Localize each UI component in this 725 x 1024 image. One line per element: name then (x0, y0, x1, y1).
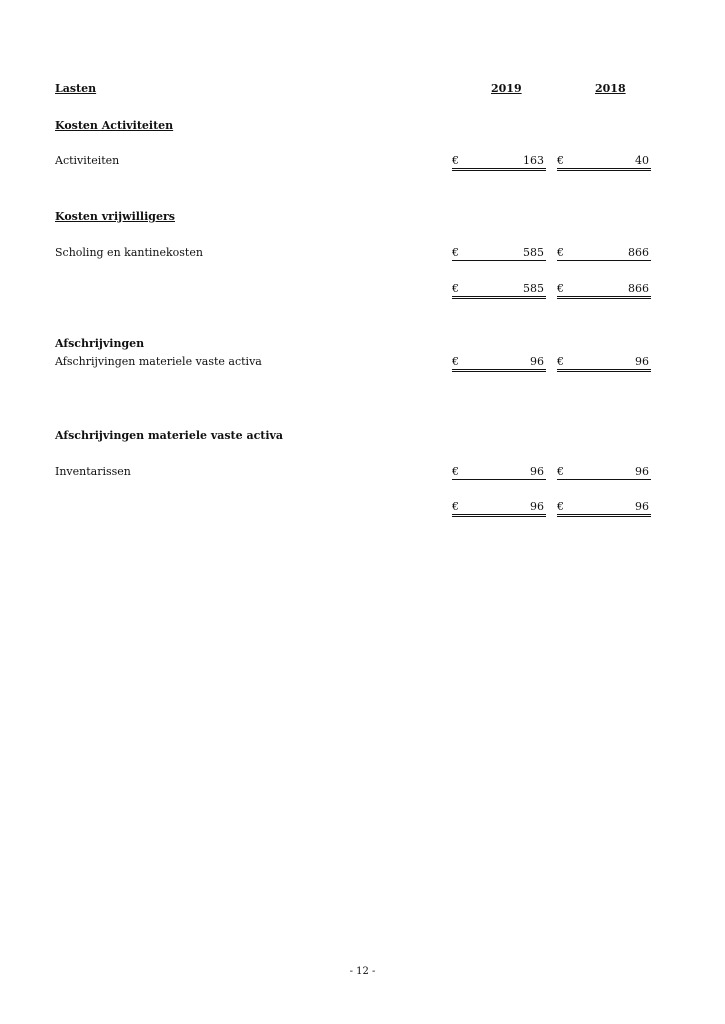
amount-value: 40 (635, 154, 649, 167)
currency-symbol: € (452, 282, 459, 295)
amount-value: 163 (523, 154, 544, 167)
amount-activiteiten-2019 (452, 154, 546, 171)
amount-inventarissen-2018 (557, 465, 651, 480)
page-title: Lasten (55, 82, 97, 95)
section-heading-kosten-vrijwilligers: Kosten vrijwilligers (55, 210, 175, 223)
amount-afschrijvingen-2019 (452, 355, 546, 372)
amount-value: 96 (530, 465, 544, 478)
amount-afschrijvingen-2018 (557, 355, 651, 372)
amount-value: 96 (530, 355, 544, 368)
section-heading-afschrijvingen-mva: Afschrijvingen materiele vaste activa (55, 429, 284, 442)
amount-value: 96 (530, 500, 544, 513)
amount-value: 585 (523, 246, 544, 259)
amount-value: 96 (635, 465, 649, 478)
row-label-activiteiten: Activiteiten (55, 154, 120, 167)
page-number: - 12 - (349, 966, 376, 977)
section-heading-kosten-activiteiten: Kosten Activiteiten (55, 119, 174, 132)
currency-symbol: € (557, 355, 564, 368)
currency-symbol: € (557, 465, 564, 478)
row-label-scholing: Scholing en kantinekosten (55, 246, 203, 259)
currency-symbol: € (557, 500, 564, 513)
amount-inventarissen-2019 (452, 465, 546, 480)
row-label-afschrijvingen-mva: Afschrijvingen materiele vaste activa (55, 355, 262, 368)
currency-symbol: € (452, 154, 459, 167)
amount-value: 866 (628, 246, 649, 259)
currency-symbol: € (557, 154, 564, 167)
total-vrijwilligers-2019 (452, 282, 546, 299)
section-heading-afschrijvingen: Afschrijvingen (55, 337, 145, 350)
amount-value: 866 (628, 282, 649, 295)
amount-value: 96 (635, 500, 649, 513)
total-afschrijvingen-mva-2019 (452, 500, 546, 517)
amount-value: 585 (523, 282, 544, 295)
column-header-2018: 2018 (595, 82, 626, 95)
currency-symbol: € (452, 355, 459, 368)
total-afschrijvingen-mva-2018 (557, 500, 651, 517)
amount-scholing-2019 (452, 246, 546, 261)
amount-value: 96 (635, 355, 649, 368)
total-vrijwilligers-2018 (557, 282, 651, 299)
amount-activiteiten-2018 (557, 154, 651, 171)
currency-symbol: € (557, 282, 564, 295)
currency-symbol: € (452, 500, 459, 513)
currency-symbol: € (452, 465, 459, 478)
currency-symbol: € (452, 246, 459, 259)
row-label-inventarissen: Inventarissen (55, 465, 131, 478)
currency-symbol: € (557, 246, 564, 259)
column-header-2019: 2019 (491, 82, 522, 95)
amount-scholing-2018 (557, 246, 651, 261)
